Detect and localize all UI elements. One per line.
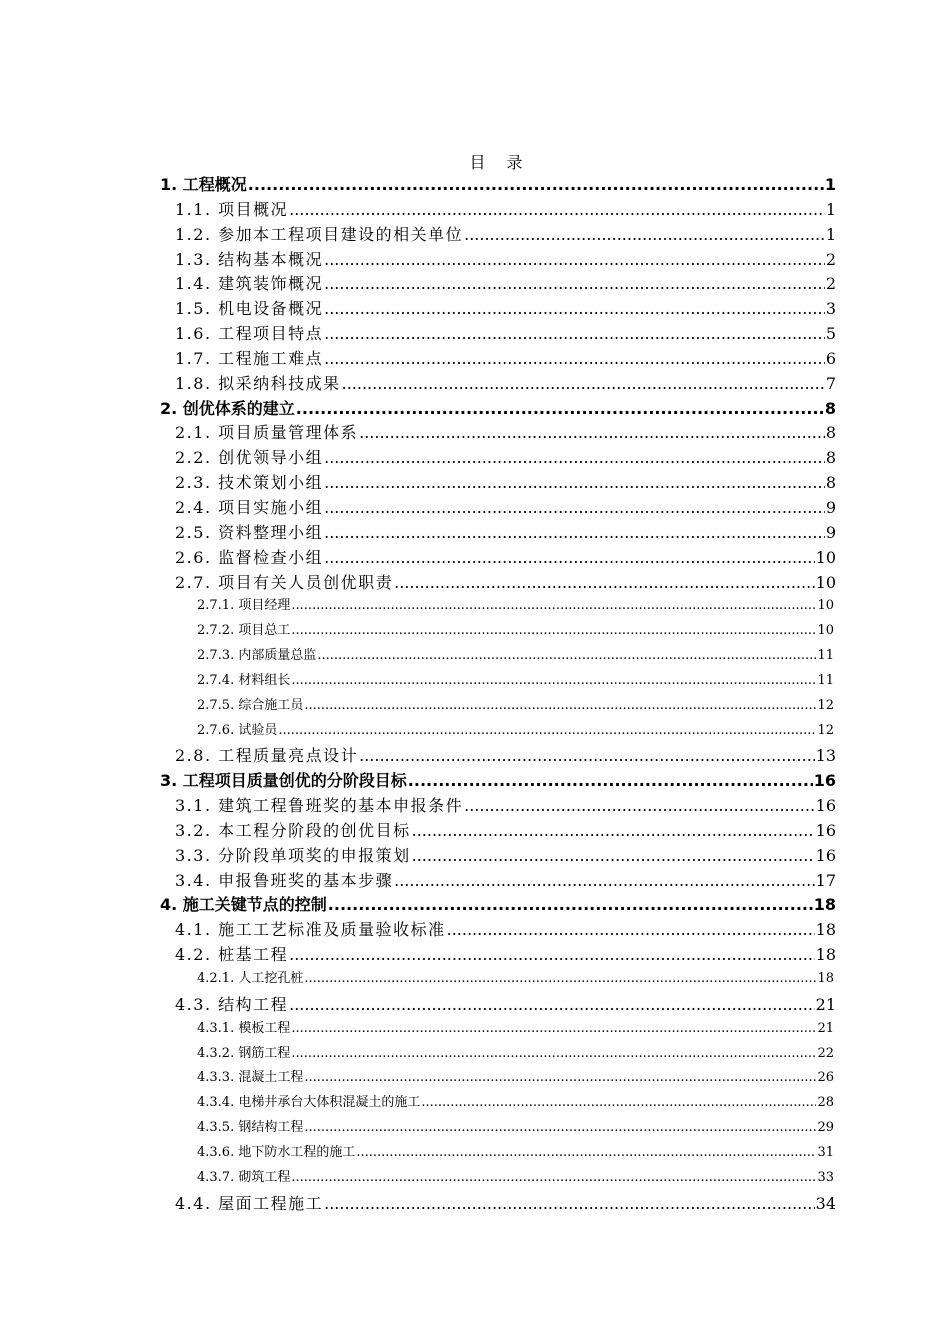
dot-leader: [324, 523, 825, 542]
toc-entry-label: 3.2. 本工程分阶段的创优目标: [175, 820, 411, 840]
toc-entry-level-2[interactable]: [160, 818, 836, 843]
dot-leader: [291, 1170, 816, 1185]
toc-entry-level-3[interactable]: [160, 719, 836, 744]
toc-entry-label: 3.4. 申报鲁班奖的基本步骤: [175, 870, 394, 890]
toc-entry-page-number: 10: [817, 598, 834, 614]
toc-entry-label: 1.3. 结构基本概况: [175, 249, 324, 269]
toc-entry-page-number: 7: [825, 373, 836, 393]
toc-entry-page-number: 5: [825, 324, 836, 344]
toc-entry-page-number: 16: [813, 771, 836, 791]
toc-entry-level-3[interactable]: [160, 1116, 836, 1141]
dot-leader: [291, 623, 816, 638]
toc-entry-label: 1.6. 工程项目特点: [175, 324, 324, 344]
toc-entry-page-number: 16: [815, 820, 836, 840]
dot-leader: [464, 796, 815, 815]
toc-entry-page-number: 17: [815, 870, 836, 890]
toc-entry-level-2[interactable]: [160, 470, 836, 495]
toc-entry-level-3[interactable]: [160, 594, 836, 619]
toc-entry-page-number: 12: [817, 697, 834, 713]
toc-entry-level-2[interactable]: [160, 868, 836, 893]
toc-entry-label: 2.1. 项目质量管理体系: [175, 423, 359, 443]
dot-leader: [324, 299, 825, 318]
toc-entry-level-2[interactable]: [160, 917, 836, 942]
toc-entry-level-1[interactable]: [160, 172, 836, 197]
dot-leader: [289, 995, 815, 1014]
toc-entry-level-2[interactable]: [160, 495, 836, 520]
toc-entry-page-number: 31: [817, 1144, 834, 1160]
toc-entry-level-2[interactable]: [160, 1191, 836, 1216]
toc-entry-page-number: 18: [815, 945, 836, 965]
dot-leader: [421, 1095, 816, 1110]
toc-entry-level-3[interactable]: [160, 694, 836, 719]
dot-leader: [324, 324, 825, 343]
toc-entry-label: 4.3.4. 电梯井承台大体积混凝土的施工: [197, 1095, 421, 1111]
toc-entry-label: 2.3. 技术策划小组: [175, 473, 324, 493]
toc-entry-label: 2.2. 创优领导小组: [175, 448, 324, 468]
toc-entry-label: 2.7.3. 内部质量总监: [197, 648, 317, 664]
toc-entry-label: 4. 施工关键节点的控制: [160, 895, 327, 915]
toc-entry-level-2[interactable]: [160, 222, 836, 247]
dot-leader: [289, 945, 815, 964]
toc-entry-page-number: 1: [825, 199, 836, 219]
toc-entry-level-2[interactable]: [160, 321, 836, 346]
toc-entry-page-number: 16: [815, 845, 836, 865]
toc-entry-label: 2.7.6. 试验员: [197, 722, 278, 738]
toc-entry-label: 4.2.1. 人工挖孔桩: [197, 971, 304, 986]
toc-entry-level-2[interactable]: [160, 346, 836, 371]
dot-leader: [304, 1120, 816, 1135]
toc-entry-page-number: 2: [825, 274, 836, 294]
toc-entry-label: 2.5. 资料整理小组: [175, 522, 324, 542]
toc-entry-page-number: 18: [817, 971, 834, 986]
toc-entry-level-2[interactable]: [160, 570, 836, 595]
toc-entry-level-1[interactable]: [160, 892, 836, 917]
toc-entry-label: 4.3.2. 钢筋工程: [197, 1045, 291, 1061]
toc-entry-label: 4.3.7. 砌筑工程: [197, 1169, 291, 1185]
dot-leader: [342, 374, 825, 393]
dot-leader: [356, 1145, 816, 1160]
toc-entry-page-number: 3: [825, 299, 836, 319]
toc-entry-label: 4.3.1. 模板工程: [197, 1020, 291, 1036]
toc-entry-page-number: 22: [817, 1045, 834, 1061]
toc-entry-label: 4.3.3. 混凝土工程: [197, 1070, 304, 1086]
toc-entry-page-number: 16: [815, 796, 836, 816]
toc-entry-label: 4.3. 结构工程: [175, 994, 289, 1014]
toc-entry-page-number: 33: [817, 1169, 834, 1185]
dot-leader: [408, 771, 813, 790]
toc-entry-label: 2. 创优体系的建立: [160, 398, 295, 418]
toc-entry-page-number: 10: [815, 572, 836, 592]
dot-leader: [324, 473, 825, 492]
toc-entry-label: 3.3. 分阶段单项奖的申报策划: [175, 845, 411, 865]
toc-entry-level-2[interactable]: [160, 545, 836, 570]
dot-leader: [324, 274, 825, 293]
toc-entry-label: 2.7.2. 项目总工: [197, 623, 291, 639]
dot-leader: [248, 175, 824, 194]
toc-entry-label: 2.7.1. 项目经理: [197, 598, 291, 614]
toc-entry-label: 1.7. 工程施工难点: [175, 348, 324, 368]
dot-leader: [291, 1046, 816, 1061]
toc-entry-label: 2.7.4. 材料组长: [197, 672, 291, 688]
dot-leader: [324, 250, 825, 269]
toc-entry-label: 1.8. 拟采纳科技成果: [175, 373, 341, 393]
toc-entry-level-2[interactable]: [160, 247, 836, 272]
toc-entry-page-number: 29: [817, 1120, 834, 1136]
toc-entry-label: 3. 工程项目质量创优的分阶段目标: [160, 771, 407, 791]
dot-leader: [296, 399, 824, 418]
toc-entry-level-3[interactable]: [160, 1017, 836, 1042]
toc-entry-page-number: 6: [825, 348, 836, 368]
toc-entry-label: 4.1. 施工工艺标准及质量验收标准: [175, 920, 446, 940]
toc-entry-level-1[interactable]: [160, 768, 836, 793]
toc-entry-label: 1.2. 参加本工程项目建设的相关单位: [175, 224, 464, 244]
toc-entry-label: 3.1. 建筑工程鲁班奖的基本申报条件: [175, 796, 464, 816]
dot-leader: [359, 423, 825, 442]
toc-entry-label: 4.2. 桩基工程: [175, 945, 289, 965]
toc-entry-label: 2.6. 监督检查小组: [175, 547, 324, 567]
dot-leader: [291, 673, 816, 688]
dot-leader: [291, 1021, 816, 1036]
dot-leader: [324, 448, 825, 467]
toc-entry-page-number: 2: [825, 249, 836, 269]
toc-entry-label: 1.4. 建筑装饰概况: [175, 274, 324, 294]
dot-leader: [447, 920, 815, 939]
toc-entry-page-number: 9: [825, 497, 836, 517]
toc-entry-page-number: 11: [817, 672, 834, 688]
dot-leader: [278, 723, 816, 738]
toc-entry-level-3[interactable]: [160, 1042, 836, 1067]
dot-leader: [464, 225, 825, 244]
toc-entry-level-2[interactable]: [160, 793, 836, 818]
toc-entry-page-number: 34: [815, 1193, 836, 1213]
toc-entry-page-number: 9: [825, 522, 836, 542]
toc-entry-page-number: 10: [817, 623, 834, 639]
dot-leader: [304, 698, 816, 713]
toc-entry-page-number: 8: [824, 398, 836, 418]
toc-entry-label: 2.7.5. 综合施工员: [197, 697, 304, 713]
dot-leader: [394, 573, 815, 592]
toc-entry-label: 4.3.5. 钢结构工程: [197, 1120, 304, 1136]
dot-leader: [324, 349, 825, 368]
dot-leader: [291, 598, 816, 613]
toc-entry-label: 4.3.6. 地下防水工程的施工: [197, 1144, 356, 1160]
table-of-contents: [160, 172, 836, 1215]
dot-leader: [304, 971, 816, 986]
toc-entry-page-number: 8: [825, 423, 836, 443]
toc-entry-level-2[interactable]: [160, 843, 836, 868]
toc-entry-level-3[interactable]: [160, 669, 836, 694]
toc-entry-level-3[interactable]: [160, 1166, 836, 1191]
dot-leader: [412, 846, 815, 865]
toc-title: 目 录: [469, 153, 531, 172]
dot-leader: [324, 1194, 815, 1213]
toc-entry-page-number: 8: [825, 473, 836, 493]
toc-entry-page-number: 28: [817, 1095, 834, 1111]
dot-leader: [394, 871, 815, 890]
toc-entry-page-number: 8: [825, 448, 836, 468]
toc-entry-label: 2.4. 项目实施小组: [175, 497, 324, 517]
toc-entry-page-number: 13: [815, 746, 836, 766]
toc-entry-label: 2.8. 工程质量亮点设计: [175, 746, 359, 766]
toc-entry-page-number: 21: [817, 1020, 834, 1036]
toc-entry-page-number: 18: [813, 895, 836, 915]
toc-entry-level-2[interactable]: [160, 420, 836, 445]
toc-entry-label: 1. 工程概况: [160, 175, 247, 194]
toc-entry-level-2[interactable]: [160, 371, 836, 396]
dot-leader: [324, 548, 815, 567]
toc-entry-page-number: 26: [817, 1070, 834, 1086]
dot-leader: [304, 1070, 816, 1085]
toc-entry-level-3[interactable]: [160, 1066, 836, 1091]
dot-leader: [317, 648, 816, 663]
dot-leader: [289, 200, 825, 219]
toc-entry-level-2[interactable]: [160, 992, 836, 1017]
toc-entry-level-3[interactable]: [160, 1091, 836, 1116]
toc-entry-page-number: 10: [815, 547, 836, 567]
toc-entry-level-2[interactable]: [160, 520, 836, 545]
toc-entry-level-2[interactable]: [160, 445, 836, 470]
dot-leader: [324, 498, 825, 517]
toc-entry-level-3[interactable]: [160, 619, 836, 644]
toc-entry-level-2[interactable]: [160, 942, 836, 967]
toc-entry-page-number: 21: [815, 994, 836, 1014]
toc-entry-page-number: 1: [824, 175, 836, 194]
dot-leader: [359, 746, 815, 765]
toc-entry-label: 1.5. 机电设备概况: [175, 299, 324, 319]
toc-entry-level-3[interactable]: [160, 967, 836, 992]
toc-entry-level-2[interactable]: [160, 296, 836, 321]
toc-entry-page-number: 12: [817, 722, 834, 738]
toc-entry-label: 4.4. 屋面工程施工: [175, 1193, 324, 1213]
toc-entry-level-2[interactable]: [160, 197, 836, 222]
dot-leader: [328, 895, 813, 914]
toc-entry-page-number: 18: [815, 920, 836, 940]
toc-entry-label: 1.1. 项目概况: [175, 199, 289, 219]
toc-entry-level-2[interactable]: [160, 271, 836, 296]
toc-entry-label: 2.7. 项目有关人员创优职责: [175, 572, 394, 592]
toc-entry-level-3[interactable]: [160, 1141, 836, 1166]
toc-entry-page-number: 1: [825, 224, 836, 244]
toc-entry-level-1[interactable]: [160, 396, 836, 421]
toc-entry-level-3[interactable]: [160, 644, 836, 669]
toc-entry-page-number: 11: [817, 648, 834, 664]
dot-leader: [412, 821, 815, 840]
toc-entry-level-2[interactable]: [160, 743, 836, 768]
